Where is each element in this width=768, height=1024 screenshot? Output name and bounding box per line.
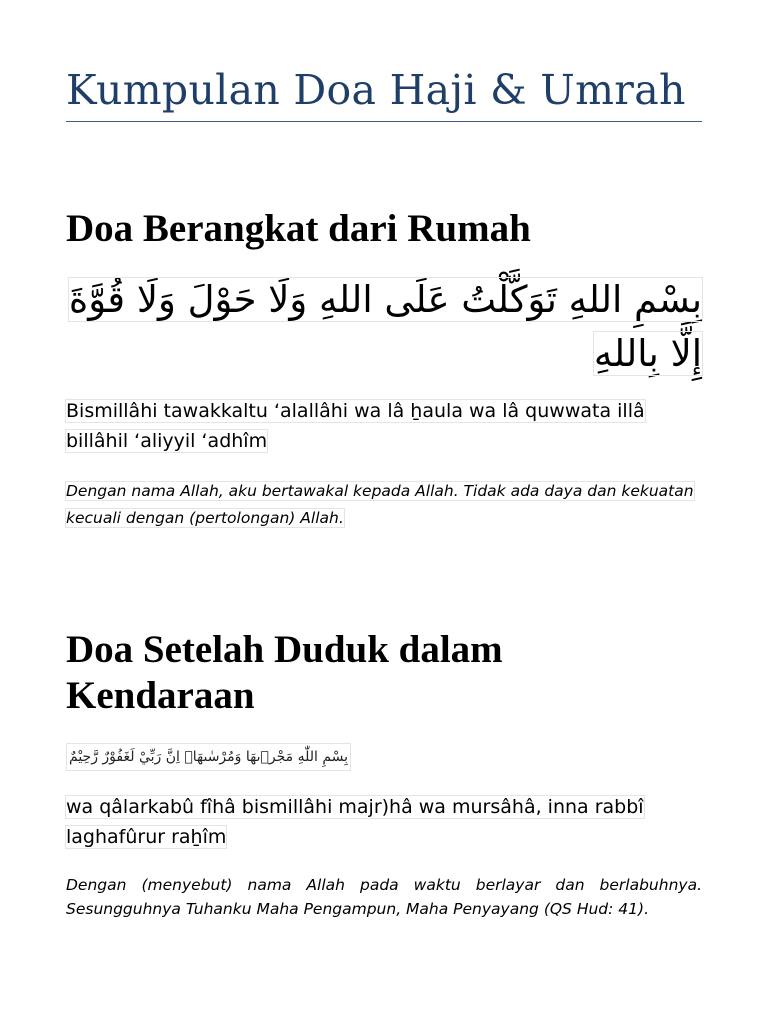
section-2-meaning: Dengan (menyebut) nama Allah pada waktu berlayar dan berlabuhnya. Sesungguhnya Tuhanku Maha Pengampun, Maha Penyayang (QS Hud: 41). bbox=[66, 876, 702, 918]
title-divider bbox=[66, 121, 702, 122]
section-1-heading: Doa Berangkat dari Rumah bbox=[66, 207, 531, 250]
section-2-transliteration bbox=[66, 792, 706, 852]
section-1-transliteration bbox=[66, 396, 706, 456]
section-1-meaning bbox=[66, 478, 702, 532]
section-1-arabic-text bbox=[66, 273, 702, 381]
section-1-meaning-text: Dengan nama Allah, aku bertawakal kepada Allah. Tidak ada daya dan kekuatan kecuali dengan (pertolongan) Allah. bbox=[66, 482, 694, 527]
section-1-transliteration-text: Bismillâhi tawakkaltu ‘alallâhi wa lâ ẖaula wa lâ quwwata illâ billâhil ‘aliyyil ‘adhîm bbox=[66, 400, 645, 452]
page-title: Kumpulan Doa Haji & Umrah bbox=[66, 66, 686, 114]
section-1-arabic-line: بِسْمِ اللهِ تَوَكَّلْتُ عَلَى اللهِ وَلَا حَوْلَ وَلَا قُوَّةَ إِلَّا بِاللهِ bbox=[68, 278, 702, 375]
section-2-arabic-verse-image: بِسْمِ اللّٰهِ مَجْرٖىهَا وَمُرْسٰىهَاۗ اِنَّ رَبِّيْ لَغَفُوْرٌ رَّحِيْمٌ bbox=[66, 743, 351, 771]
section-2-heading: Doa Setelah Duduk dalam Kendaraan bbox=[66, 628, 503, 717]
section-2-transliteration-text: wa qâlarkabû fîhâ bismillâhi majr)hâ wa mursâhâ, inna rabbî laghafûrur raẖîm bbox=[66, 796, 644, 848]
